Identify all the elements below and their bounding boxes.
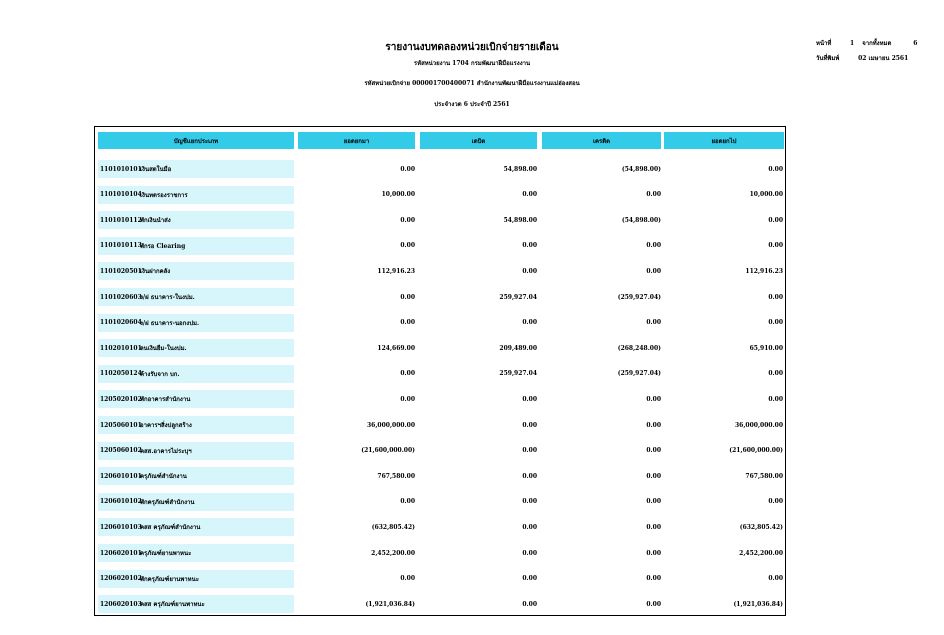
debit-value: 0.00 <box>522 498 537 506</box>
account-name: ครุภัณฑ์สำนักงาน <box>140 473 187 481</box>
account-code: 1206020103 <box>100 600 142 608</box>
account-cell <box>98 570 294 588</box>
account-name: พักครุภัณฑ์สำนักงาน <box>140 498 195 506</box>
debit-value: 0.00 <box>522 600 537 608</box>
column-header-credit: เครดิต <box>542 132 661 149</box>
credit-value: 0.00 <box>646 600 661 608</box>
debit-value: 0.00 <box>522 575 537 583</box>
debit-value: 0.00 <box>522 447 537 455</box>
account-name: ง/ฝ ธนาคาร-ในงปม. <box>140 294 195 301</box>
carried-forward-value: 0.00 <box>768 293 783 301</box>
brought-forward-value: 124,669.00 <box>377 344 415 352</box>
credit-value: (259,927.04) <box>617 293 661 301</box>
account-cell <box>98 493 294 511</box>
debit-value: 0.00 <box>522 242 537 250</box>
carried-forward-value: 36,000,000.00 <box>734 421 783 429</box>
account-code: 1205060101 <box>100 421 142 429</box>
credit-value: 0.00 <box>646 523 661 531</box>
column-header-carried-forward: ยอดยกไป <box>664 132 784 149</box>
brought-forward-value: (21,600,000.00) <box>361 447 415 455</box>
table-row <box>98 493 784 511</box>
account-name: พักเงินนำส่ง <box>140 217 171 225</box>
table-row <box>98 570 784 588</box>
account-name: ลนเงินยืม-ในงปม. <box>140 345 187 353</box>
column-header-brought-forward: ยอดยกมา <box>298 132 415 149</box>
debit-value: 0.00 <box>522 523 537 531</box>
debit-value: 0.00 <box>522 267 537 275</box>
account-code: 1101010101 <box>100 165 142 173</box>
account-cell <box>98 262 294 280</box>
account-cell <box>98 339 294 357</box>
carried-forward-value: 10,000.00 <box>749 191 783 199</box>
account-name: ครุภัณฑ์ยานพาหนะ <box>140 550 192 557</box>
debit-value: 0.00 <box>522 421 537 429</box>
carried-forward-value: 0.00 <box>768 319 783 327</box>
print-date: 02 เมษายน 2561 <box>858 55 909 62</box>
account-code: 1101010113 <box>100 242 142 250</box>
debit-value: 209,489.00 <box>499 344 537 352</box>
carried-forward-value: 767,580.00 <box>745 472 783 480</box>
account-cell <box>98 518 294 536</box>
account-cell <box>98 416 294 434</box>
account-code: 1206020102 <box>100 575 142 583</box>
credit-value: 0.00 <box>646 498 661 506</box>
brought-forward-value: 0.00 <box>400 498 415 506</box>
debit-value: 0.00 <box>522 319 537 327</box>
credit-value: 0.00 <box>646 395 661 403</box>
brought-forward-value: 0.00 <box>400 370 415 378</box>
brought-forward-value: 0.00 <box>400 242 415 250</box>
credit-value: 0.00 <box>646 421 661 429</box>
print-date-label: วันที่พิมพ์ <box>816 55 840 62</box>
account-code: 1206020101 <box>100 549 142 557</box>
table-row <box>98 467 784 485</box>
carried-forward-value: 0.00 <box>768 395 783 403</box>
table-row <box>98 518 784 536</box>
account-cell <box>98 186 294 204</box>
page-number-info <box>816 38 920 48</box>
account-cell <box>98 365 294 383</box>
credit-value: (54,898.00) <box>621 216 661 224</box>
brought-forward-value: 0.00 <box>400 165 415 173</box>
table-row <box>98 365 784 383</box>
account-name: พักรอ Clearing <box>140 242 186 250</box>
account-code: 1101010104 <box>100 191 142 199</box>
account-code: 1206010101 <box>100 472 142 480</box>
report-title: รายงานงบทดลองหน่วยเบิกจ่ายรายเดือน <box>385 42 559 53</box>
carried-forward-value: 65,910.00 <box>749 344 783 352</box>
column-header-debit: เดบิต <box>420 132 537 149</box>
carried-forward-value: 0.00 <box>768 370 783 378</box>
credit-value: (259,927.04) <box>617 370 661 378</box>
account-code: 1102010101 <box>100 344 142 352</box>
account-name: ง/ฝ ธนาคาร-นอกงปม. <box>140 319 200 327</box>
account-cell <box>98 544 294 562</box>
debit-value: 0.00 <box>522 395 537 403</box>
account-cell <box>98 211 294 229</box>
debit-value: 0.00 <box>522 472 537 480</box>
debit-value: 259,927.04 <box>499 293 537 301</box>
table-row <box>98 314 784 332</box>
brought-forward-value: 0.00 <box>400 293 415 301</box>
period-line: ประจำงวด 6 ประจำปี 2561 <box>434 101 510 108</box>
account-code: 1205020102 <box>100 395 142 403</box>
account-name: เงินสดในมือ <box>140 166 172 173</box>
carried-forward-value: 0.00 <box>768 216 783 224</box>
account-name: ค้างรับจาก บก. <box>140 370 180 378</box>
account-name: คสส ครุภัณฑ์ยานพาหนะ <box>140 601 205 609</box>
credit-value: 0.00 <box>646 447 661 455</box>
agency-line: รหัสหน่วยงาน 1704 กรมพัฒนาฝีมือแรงงาน <box>413 60 531 67</box>
account-code: 1101020603 <box>100 293 142 301</box>
page-number: 1 <box>850 40 855 47</box>
account-name: คสส ครุภัณฑ์สำนักงาน <box>140 524 201 532</box>
account-code: 1102050124 <box>100 370 142 378</box>
page-label: หน้าที่ <box>816 40 832 47</box>
brought-forward-value: 0.00 <box>400 575 415 583</box>
brought-forward-value: 0.00 <box>400 319 415 327</box>
account-cell <box>98 160 294 178</box>
account-code: 1206010103 <box>100 523 142 531</box>
carried-forward-value: 2,452,200.00 <box>739 549 783 557</box>
carried-forward-value: 0.00 <box>768 498 783 506</box>
total-pages: 6 <box>913 40 918 47</box>
brought-forward-value: 36,000,000.00 <box>366 421 415 429</box>
table-row <box>98 416 784 434</box>
credit-value: (268,248.00) <box>617 344 661 352</box>
table-row <box>98 262 784 280</box>
account-name: พักอาคารสำนักงาน <box>140 396 191 404</box>
account-cell <box>98 314 294 332</box>
account-name: คสส.อาคารไม่ระบุฯ <box>140 447 192 455</box>
debit-value: 0.00 <box>522 549 537 557</box>
print-date-info <box>816 53 908 63</box>
table-row <box>98 288 784 306</box>
account-cell <box>98 237 294 255</box>
debit-value: 54,898.00 <box>503 216 537 224</box>
table-row <box>98 339 784 357</box>
account-code: 1101010112 <box>100 216 142 224</box>
table-row <box>98 595 784 613</box>
account-name: พักครุภัณฑ์ยานพาหนะ <box>140 575 199 583</box>
brought-forward-value: 112,916.23 <box>377 267 415 275</box>
credit-value: (54,898.00) <box>621 165 661 173</box>
credit-value: 0.00 <box>646 472 661 480</box>
column-header-account: บัญชีแยกประเภท <box>98 132 294 149</box>
brought-forward-value: (1,921,036.84) <box>365 600 415 608</box>
account-cell <box>98 595 294 613</box>
account-name: เงินทดรองราชการ <box>140 191 188 199</box>
account-code: 1101020501 <box>100 267 142 275</box>
table-row <box>98 211 784 229</box>
debit-value: 0.00 <box>522 191 537 199</box>
credit-value: 0.00 <box>646 549 661 557</box>
brought-forward-value: (632,805.42) <box>371 523 415 531</box>
brought-forward-value: 0.00 <box>400 216 415 224</box>
carried-forward-value: 0.00 <box>768 242 783 250</box>
account-cell <box>98 442 294 460</box>
table-row <box>98 186 784 204</box>
account-code: 1205060102 <box>100 447 142 455</box>
carried-forward-value: (21,600,000.00) <box>729 447 783 455</box>
carried-forward-value: (632,805.42) <box>739 523 783 531</box>
account-cell <box>98 467 294 485</box>
account-code: 1101020604 <box>100 319 142 327</box>
credit-value: 0.00 <box>646 267 661 275</box>
account-name: อาคารฯสิ่งปลูกสร้าง <box>140 422 192 429</box>
brought-forward-value: 767,580.00 <box>377 472 415 480</box>
disburser-line: รหัสหน่วยเบิกจ่าย 000001700400071 สำนักงานพัฒนาฝีมือแรงงานแม่ฮ่องสอน <box>364 80 580 87</box>
account-cell <box>98 288 294 306</box>
debit-value: 54,898.00 <box>503 165 537 173</box>
credit-value: 0.00 <box>646 319 661 327</box>
account-cell <box>98 390 294 408</box>
brought-forward-value: 0.00 <box>400 395 415 403</box>
account-code: 1206010102 <box>100 498 142 506</box>
brought-forward-value: 10,000.00 <box>381 191 415 199</box>
table-row <box>98 237 784 255</box>
credit-value: 0.00 <box>646 191 661 199</box>
credit-value: 0.00 <box>646 575 661 583</box>
table-row <box>98 160 784 178</box>
carried-forward-value: (1,921,036.84) <box>733 600 783 608</box>
table-row <box>98 442 784 460</box>
carried-forward-value: 0.00 <box>768 165 783 173</box>
credit-value: 0.00 <box>646 242 661 250</box>
account-name: เงินฝากคลัง <box>140 268 171 276</box>
brought-forward-value: 2,452,200.00 <box>371 549 415 557</box>
carried-forward-value: 0.00 <box>768 575 783 583</box>
total-label: จากทั้งหมด <box>862 40 892 47</box>
table-row <box>98 544 784 562</box>
table-row <box>98 390 784 408</box>
carried-forward-value: 112,916.23 <box>745 267 783 275</box>
debit-value: 259,927.04 <box>499 370 537 378</box>
